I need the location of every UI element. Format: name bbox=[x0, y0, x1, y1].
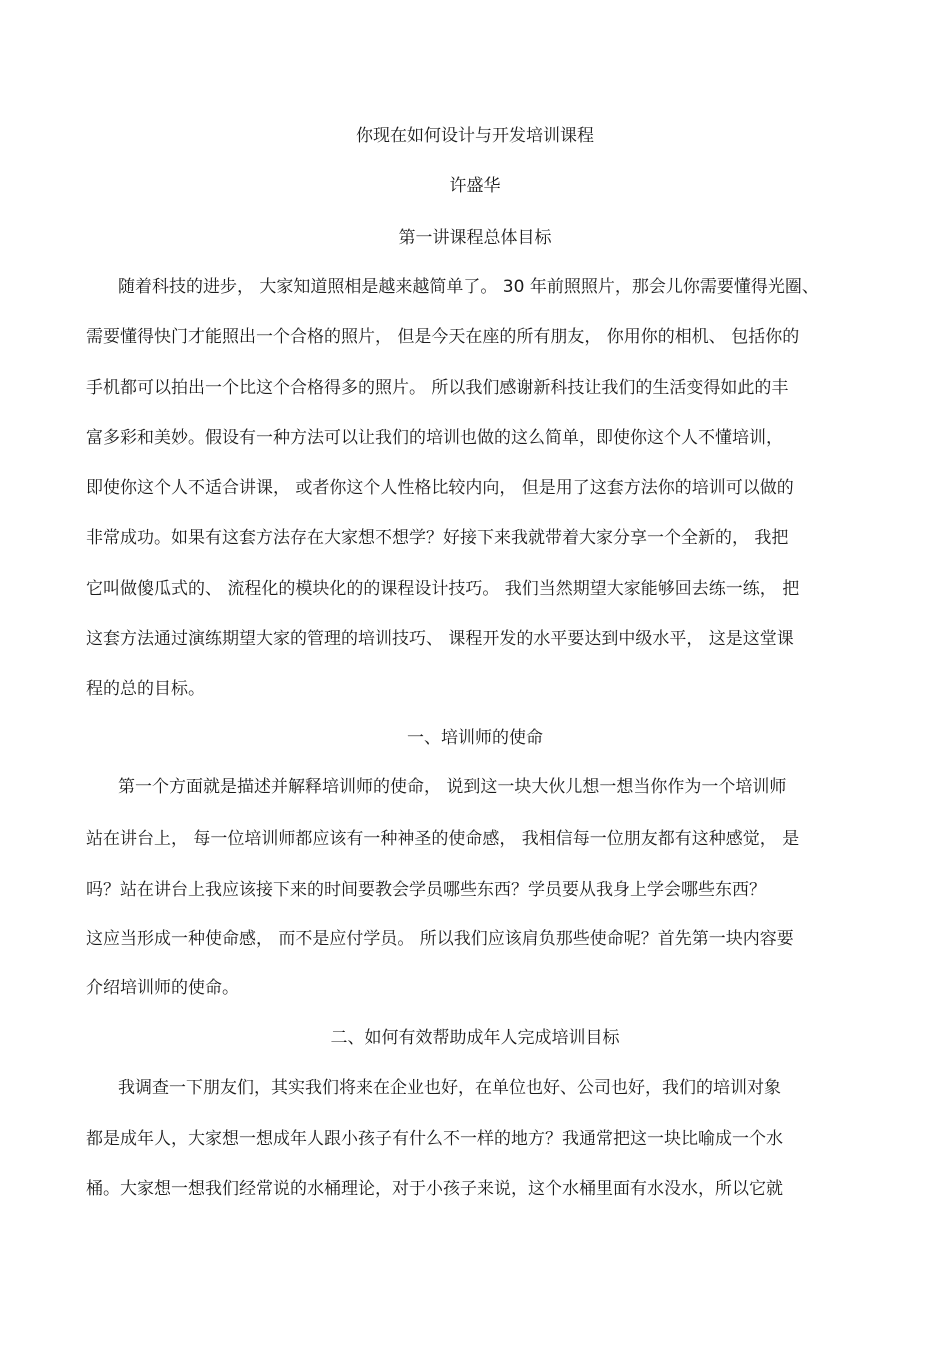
paragraph-line: 富多彩和美妙。假设有一种方法可以让我们的培训也做的这么简单，即使你这个人不懂培训， bbox=[86, 428, 783, 448]
author-name: 许盛华 bbox=[449, 176, 501, 196]
paragraph-line: 站在讲台上， 每一位培训师都应该有一种神圣的使命感， 我相信每一位朋友都有这种感觉， 是 bbox=[86, 829, 800, 849]
paragraph-line: 都是成年人，大家想一想成年人跟小孩子有什么不一样的地方？我通常把这一块比喻成一个水 bbox=[86, 1129, 783, 1149]
paragraph-line: 程的总的目标。 bbox=[86, 679, 205, 699]
paragraph-line: 需要懂得快门才能照出一个合格的照片， 但是今天在座的所有朋友， 你用你的相机、 包括你的 bbox=[86, 327, 800, 347]
lecture-heading: 第一讲课程总体目标 bbox=[398, 228, 552, 248]
section1-heading: 一、培训师的使命 bbox=[407, 728, 543, 748]
section2-heading: 二、如何有效帮助成年人完成培训目标 bbox=[330, 1028, 620, 1048]
paragraph-line: 第一个方面就是描述并解释培训师的使命， 说到这一块大伙儿想一想当你作为一个培训师 bbox=[118, 777, 787, 797]
document-title: 你现在如何设计与开发培训课程 bbox=[356, 126, 594, 146]
paragraph-line: 它叫做傻瓜式的、 流程化的模块化的的课程设计技巧。 我们当然期望大家能够回去练一练， 把 bbox=[86, 579, 800, 599]
paragraph-line: 手机都可以拍出一个比这个合格得多的照片。 所以我们感谢新科技让我们的生活变得如此的丰 bbox=[86, 378, 789, 398]
paragraph-line: 我调查一下朋友们，其实我们将来在企业也好，在单位也好、公司也好，我们的培训对象 bbox=[118, 1078, 781, 1098]
paragraph-line: 即使你这个人不适合讲课， 或者你这个人性格比较内向， 但是用了这套方法你的培训可以做的 bbox=[86, 478, 794, 498]
paragraph-line: 随着科技的进步， 大家知道照相是越来越简单了。 30 年前照照片，那会儿你需要懂得光圈、 bbox=[118, 277, 819, 297]
paragraph-line: 这套方法通过演练期望大家的管理的培训技巧、 课程开发的水平要达到中级水平， 这是这堂课 bbox=[86, 629, 794, 649]
paragraph-line: 介绍培训师的使命。 bbox=[86, 978, 239, 998]
paragraph-line: 吗？站在讲台上我应该接下来的时间要教会学员哪些东西？学员要从我身上学会哪些东西？ bbox=[86, 880, 766, 900]
paragraph-line: 这应当形成一种使命感， 而不是应付学员。 所以我们应该肩负那些使命呢？首先第一块内容要 bbox=[86, 929, 794, 949]
paragraph-line: 桶。大家想一想我们经常说的水桶理论，对于小孩子来说，这个水桶里面有水没水，所以它就 bbox=[86, 1179, 783, 1199]
paragraph-line: 非常成功。如果有这套方法存在大家想不想学？好接下来我就带着大家分享一个全新的， 我把 bbox=[86, 528, 789, 548]
